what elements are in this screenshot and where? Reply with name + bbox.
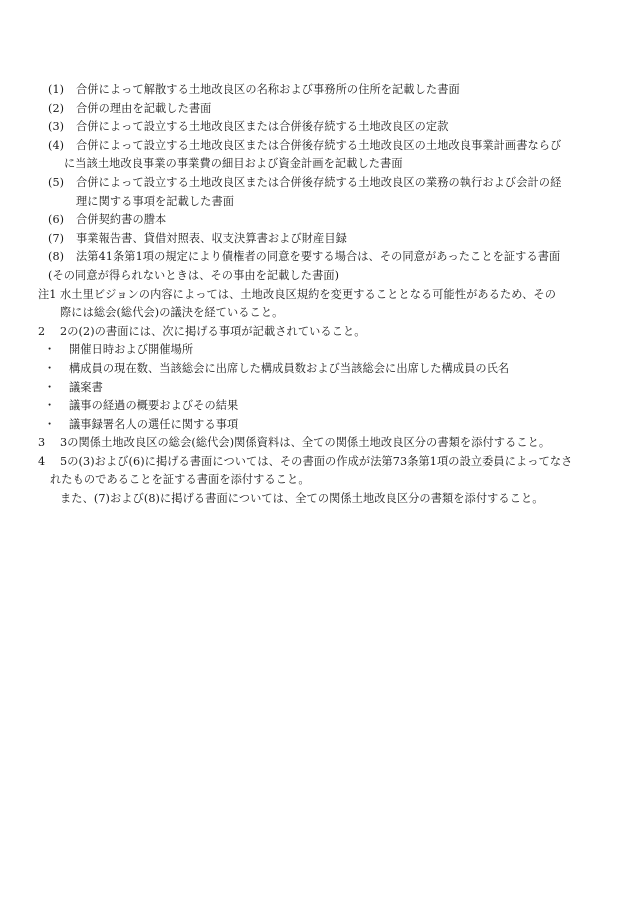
item-text: 法第41条第1項の規定により債権者の同意を要する場合は、その同意があったことを証する書面: [76, 250, 561, 264]
item-number: (3): [48, 120, 65, 134]
note-number: 2: [38, 324, 46, 338]
item-text: 合併によって設立する土地改良区または合併後存続する土地改良区の土地改良事業計画書ならび: [76, 138, 562, 152]
item-text: 事業報告書、貸借対照表、収支決算書および財産目録: [76, 231, 347, 245]
bullet-mark: ・: [44, 417, 56, 431]
bullet-item: [38, 416, 586, 435]
item-number: (4): [48, 138, 65, 152]
item-number: (1): [48, 83, 65, 96]
note-number: 3: [38, 436, 46, 450]
bullet-item: [38, 360, 586, 379]
item-text: 合併契約書の謄本: [76, 213, 167, 227]
item-text: 合併の理由を記載した書面: [76, 101, 212, 115]
bullet-mark: ・: [44, 380, 56, 394]
bullet-text: 開催日時および開催場所: [69, 343, 194, 357]
bullet-text: 議事録署名人の選任に関する事項: [69, 417, 239, 431]
item-text-continued: 理に関する事項を記載した書面: [76, 194, 235, 208]
item-number: (8): [48, 250, 65, 264]
bullet-item: [38, 397, 586, 416]
list-item-1: [38, 81, 586, 100]
note-number: 注1: [38, 287, 57, 301]
item-number: (6): [48, 213, 65, 227]
note-3: [38, 434, 586, 453]
note-text: 3の関係土地改良区の総会(総代会)関係資料は、全ての関係土地改良区分の書類を添付すること。: [60, 436, 551, 450]
list-item-7: [38, 230, 586, 249]
note-text: 2の(2)の書面には、次に掲げる事項が記載されていること。: [60, 324, 366, 338]
list-item-3: [38, 118, 586, 137]
note-text-continued: れたものであることを証する書面を添付すること。: [50, 473, 310, 487]
note-text: 水土里ビジョンの内容によっては、土地改良区規約を変更することとなる可能性があるため、その: [60, 287, 556, 301]
list-item-2: [38, 100, 586, 119]
item-text-continued: (その同意が得られないときは、その事由を記載した書面): [48, 268, 340, 282]
list-item-5: [38, 174, 586, 193]
note-1: [38, 286, 586, 305]
bullet-mark: ・: [44, 343, 56, 357]
note-4: [38, 453, 586, 472]
list-item-4: [38, 137, 586, 156]
item-text: 合併によって設立する土地改良区または合併後存続する土地改良区の業務の執行および会計の経: [76, 175, 562, 189]
list-item-6: [38, 211, 586, 230]
bullet-text: 議案書: [69, 380, 103, 394]
item-number: (7): [48, 231, 65, 245]
note-text: 5の(3)および(6)に掲げる書面については、その書面の作成が法第73条第1項の設立委員によってなさ: [60, 454, 573, 468]
bullet-text: 構成員の現在数、当該総会に出席した構成員数および当該総会に出席した構成員の氏名: [69, 361, 510, 375]
note-number: 4: [38, 454, 46, 468]
item-text-continued: に当該土地改良事業の事業費の細目および資金計画を記載した書面: [64, 157, 403, 171]
bullet-text: 議事の経過の概要およびその結果: [69, 399, 239, 413]
item-number: (5): [48, 175, 65, 189]
note-text-continued: 際には総会(総代会)の議決を経ていること。: [60, 306, 284, 320]
bullet-item: [38, 341, 586, 360]
item-number: (2): [48, 101, 65, 115]
note-2: [38, 323, 586, 342]
bullet-mark: ・: [44, 399, 56, 413]
item-text: 合併によって設立する土地改良区または合併後存続する土地改良区の定款: [76, 120, 449, 134]
list-item-8: [38, 248, 586, 267]
bullet-mark: ・: [44, 361, 56, 375]
document-body: [38, 81, 586, 509]
item-text: 合併によって解散する土地改良区の名称および事務所の住所を記載した書面: [76, 83, 460, 96]
note-paragraph: また、(7)および(8)に掲げる書面については、全ての関係土地改良区分の書類を添付すること。: [60, 492, 544, 506]
bullet-item: [38, 379, 586, 398]
